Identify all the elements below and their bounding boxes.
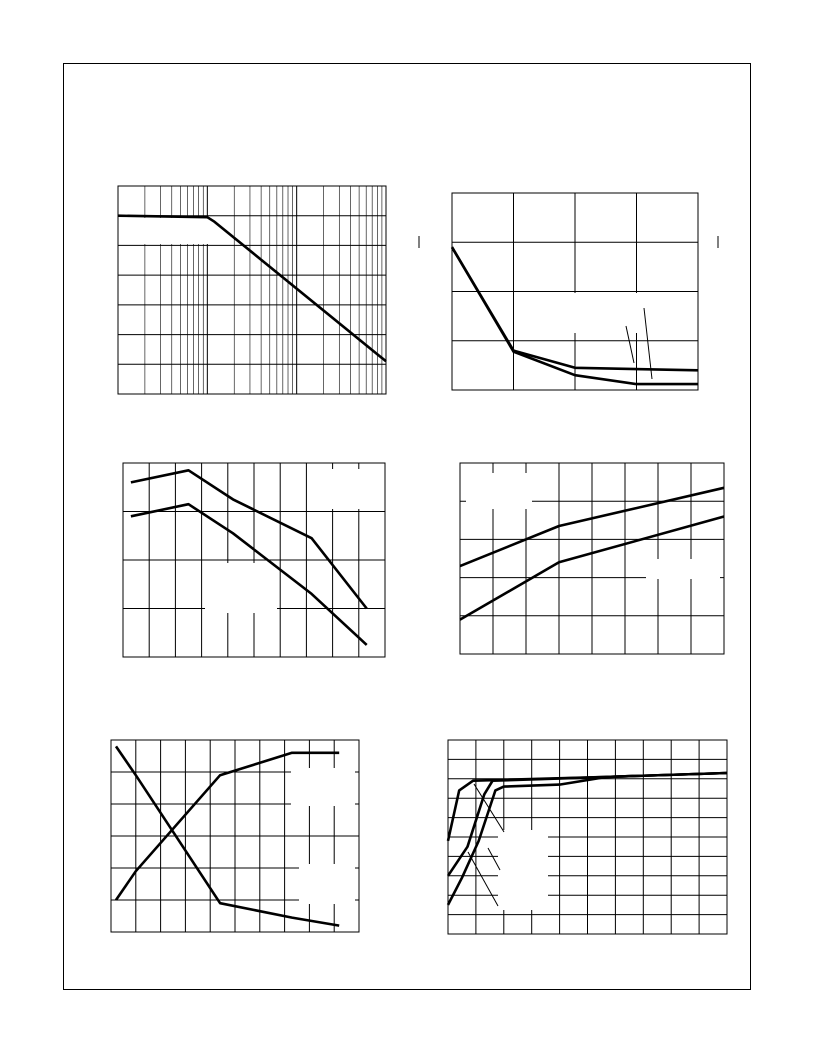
- chart-6-plot: [448, 740, 727, 934]
- chart-1-axis-tick: [417, 236, 421, 250]
- chart-5-plot: [111, 740, 359, 932]
- chart-2-axis-tick: [716, 236, 720, 250]
- chart-4-label-box: [466, 473, 532, 509]
- chart-3-label-box: [205, 563, 277, 613]
- chart-2-plot: [452, 193, 698, 390]
- chart-5-label-box: [291, 768, 355, 806]
- chart-4-plot: [460, 463, 724, 654]
- chart-3-label-box: [307, 469, 381, 509]
- chart-4-label-box: [646, 559, 720, 579]
- chart-6-label-box: [498, 830, 548, 910]
- chart-1-log-frequency-plot: [118, 186, 386, 394]
- chart-6-leader-line: [474, 784, 504, 832]
- chart-1-legend-box: [140, 218, 212, 244]
- chart-2-label-box: [543, 293, 693, 333]
- chart-5-label-box: [299, 864, 355, 904]
- chart-6-leader-line: [468, 852, 498, 906]
- chart-3-plot: [123, 463, 385, 657]
